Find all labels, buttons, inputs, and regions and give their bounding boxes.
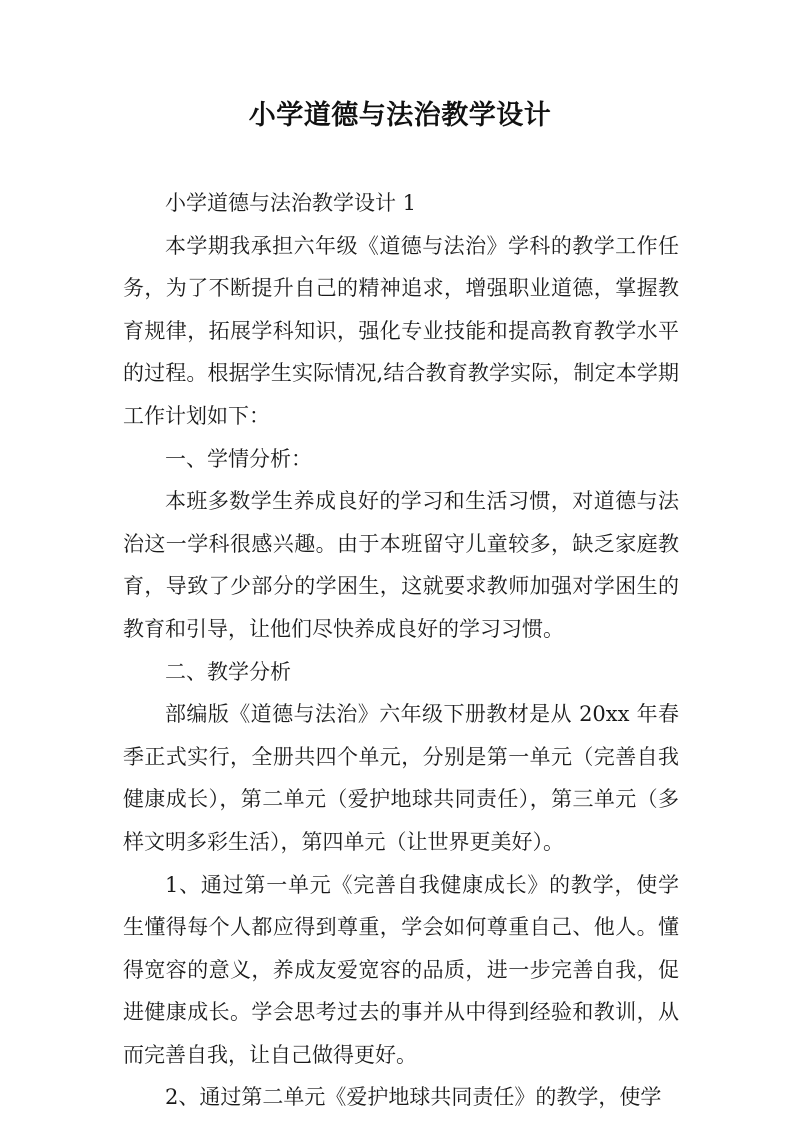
teaching-analysis-paragraph: 部编版《道德与法治》六年级下册教材是从 20xx 年春季正式实行，全册共四个单元，分别是第一单元（完善自我健康成长），第二单元（爱护地球共同责任），第三单元（多样文明多彩生活），第四单元（让世界更美好）。: [123, 702, 679, 854]
section-heading-teaching-analysis: 二、教学分析: [165, 659, 291, 684]
document-body: [123, 182, 679, 1119]
learning-analysis-paragraph: 本班多数学生养成良好的学习和生活习惯，对道德与法治这一学科很感兴趣。由于本班留守儿童较多，缺乏家庭教育，导致了少部分的学困生，这就要求教师加强对学困生的教育和引导，让他们尽快养成良好的学习习惯。: [123, 489, 679, 641]
unit-one-paragraph: 1、通过第一单元《完善自我健康成长》的教学，使学生懂得每个人都应得到尊重，学会如何尊重自己、他人。懂得宽容的意义，养成友爱宽容的品质，进一步完善自我，促进健康成长。学会思考过去的事并从中得到经验和教训，从而完善自我，让自己做得更好。: [123, 872, 679, 1067]
section-heading-1: 小学道德与法治教学设计 1: [165, 191, 417, 215]
document-title: 小学道德与法治教学设计: [248, 100, 552, 131]
section-heading-learning-analysis: 一、学情分析：: [165, 446, 312, 471]
intro-paragraph: 本学期我承担六年级《道德与法治》学科的教学工作任务，为了不断提升自己的精神追求，增强职业道德，掌握教育规律，拓展学科知识，强化专业技能和提高教育教学水平的过程。根据学生实际情况,结合教育教学实际，制定本学期工作计划如下：: [123, 233, 679, 428]
unit-two-paragraph: 2、通过第二单元《爱护地球共同责任》的教学，使学: [165, 1085, 662, 1110]
